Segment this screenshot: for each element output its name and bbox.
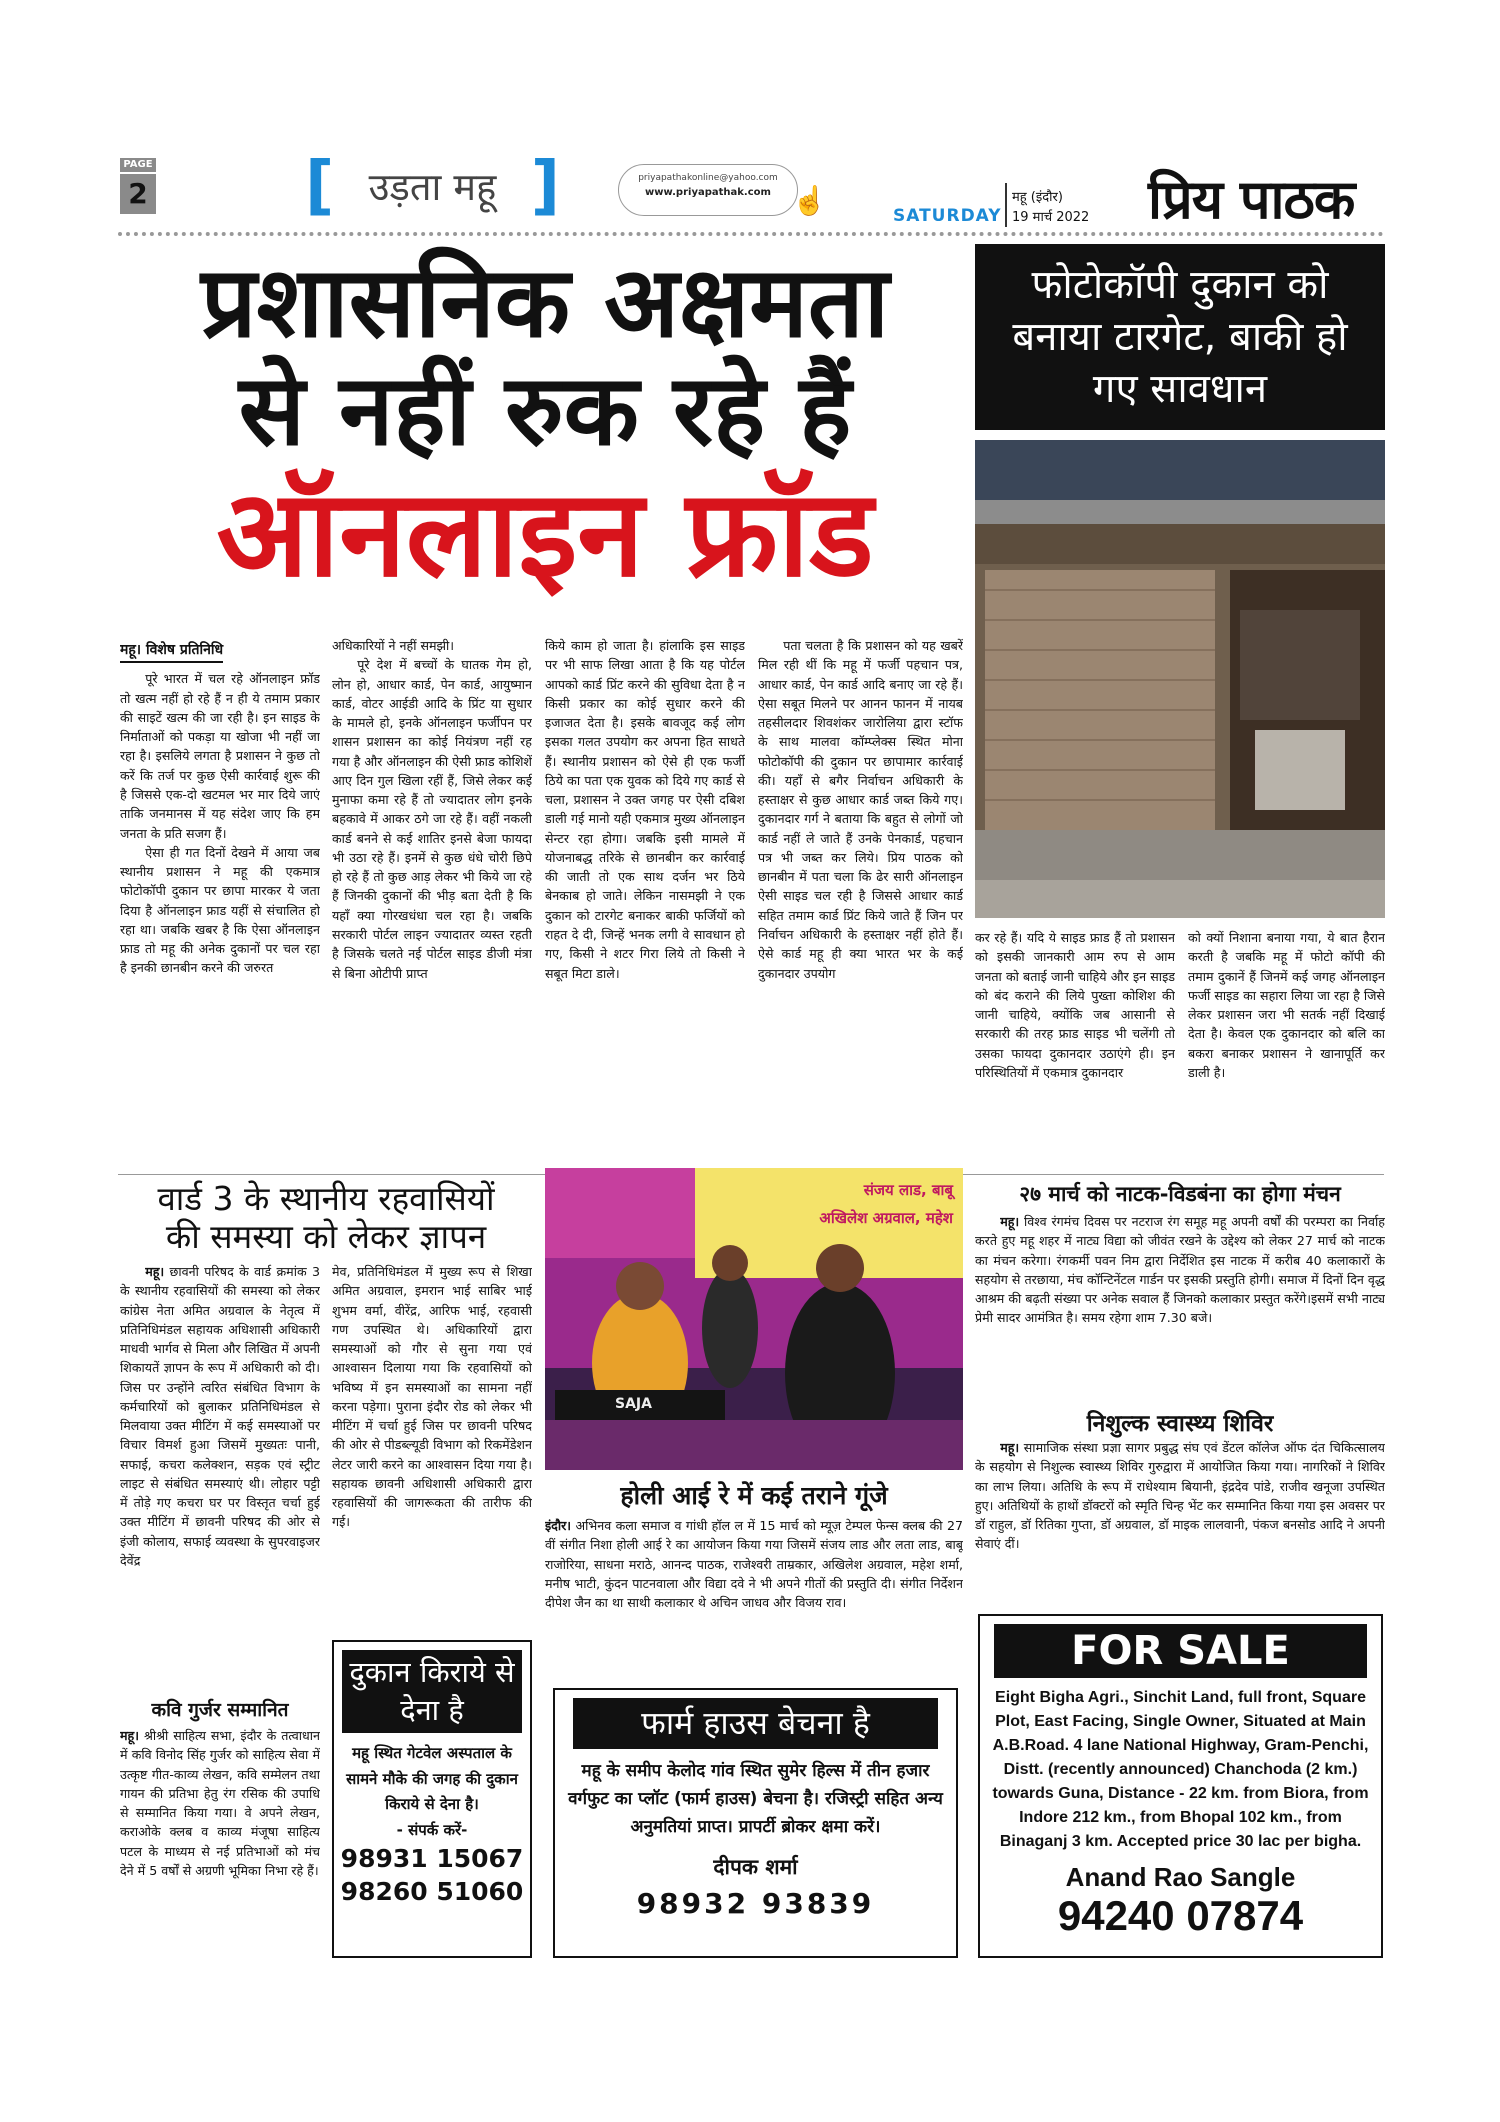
holi-headline: होली आई रे में कई तराने गूंजे <box>620 1481 888 1510</box>
holi-stand-label: SAJA <box>615 1396 652 1412</box>
farm-phone: 98932 93839 <box>636 1887 875 1921</box>
website-link[interactable]: www.priyapathak.com <box>645 187 771 198</box>
farm-house-ad: फार्म हाउस बेचना है महू के समीप केलोद गांव स्थित सुमेर हिल्स में तीन हजार वर्गफुट का प्लॉट (फार्म हाउस) बेचना है। रजिस्ट्री सहित अन्य अनुमतियां प्राप्त। प्रापर्टी ब्रोकर क्षमा करें। दीपक शर्मा 98932 93839 <box>553 1688 958 1958</box>
health-body: महू। सामाजिक संस्था प्रज्ञा सागर प्रबुद्ध संघ एवं डेंटल कॉलेज ऑफ दंत चिकित्सालय के सहयोग से निशुल्क स्वास्थ्य शिविर गुरुद्वारा में आयोजित किया गया। नागरिकों ने शिविर का लाभ लिया। अतिथि के रूप में राधेश्याम बियानी, इंद्रदेव पांडे, राजीव खनूजा उपस्थित हुए। अतिथियों के हाथों डॉक्टरों को स्मृति चिन्ह भेंट कर सम्मानित किया गया इस अवसर पर डॉ राहुल, डॉ रितिका गुप्ता, डॉ अग्रवाल, डॉ माइक लालवानी, पंकज बनसोड आदि ने अपनी सेवाएं दीं। <box>975 1440 1385 1552</box>
poet-body: महू। श्रीश्री साहित्य सभा, इंदौर के तत्वाधान में कवि विनोद सिंह गुर्जर को साहित्य सेवा में उत्कृष्ट गीत-काव्य लेखन, कवि सम्मेलन तथा गायन की प्रतिभा हेतु रंग रसिक की उपाधि से सम्मानित किया गया। वे अपने लेखन, कराओके क्लब व काव्य मंजूषा साहित्य पटल के माध्यम से नई प्रतिभाओं को मंच देने में 5 वर्षों से अग्रणी भूमिका निभा रहे हैं। <box>120 1728 320 1878</box>
main-col-4: पता चलता है कि प्रशासन को यह खबरें मिल रही थीं कि महू में फर्जी पहचान पत्र, आधार कार्ड, पेन कार्ड आदि बनाए जा रहे हैं। ऐसा सबूत मिलने पर आनन फानन में नायब तहसीलदार शिवशंकर जारोलिया द्वारा स्टॉफ के साथ मालवा कॉम्प्लेक्स स्थित मोना फोटोकॉपी की दुकान पर छापामार कार्रवाई की। यहाँ से बगैर निर्वाचन अधिकारी के हस्ताक्षर से कुछ आधार कार्ड जब्त किये गए। दुकानदार गर्ग ने बताया कि बहुत से लोगों जो कार्ड नहीं ले जाते हैं उनके पेनकार्ड, पहचान पत्र भी जब्त कर लिये। प्रिय पाठक को छानबीन में पता चला कि ढेर सारी ऑनलाइन ऐसी साइड चल रही है जिससे आधार कार्ड सहित तमाम कार्ड प्रिंट किये जाते हैं जिन पर निर्वाचन अधिकारी के हस्ताक्षर नहीं होते हैं। ऐसे कार्ड महू ही क्या भारत भर के कई दुकानदार उपयोग <box>758 638 963 981</box>
header-rule <box>118 232 1384 236</box>
drama-body: महू। विश्व रंगमंच दिवस पर नटराज रंग समूह महू अपनी वर्षों की परम्परा का निर्वाह करते हुए महू शहर में नाट्य विद्या को जीवंत रखने के उद्देश्य को लेकर 27 मार्च को नाटक का मंचन करेगा। रंगकर्मी पवन निम द्वारा निर्देशित इस नाटक में करीब 40 कलाकारों के सहयोग से तरछाया, मंच कॉन्टिनेंटल गार्डन पर इसकी प्रस्तुति होगी। समाज में दिनों दिन वृद्ध आश्रम की बढ़ती संख्या पर अनेक सवाल हैं जिनको कलाकार प्रस्तुत करेंगे।इसमें सभी नाट्य प्रेमी सादर आमंत्रित है। समय रहेगा शाम 7.30 बजे। <box>975 1214 1385 1326</box>
main-col-2: अधिकारियों ने नहीं समझी। पूरे देश में बच्चों के घातक गेम हो, लोन हो, आधार कार्ड, पेन कार्ड, आयुष्मान कार्ड, वोटर आईडी आदि के प्रिंट या सुधार के मामले हो, इनके ऑनलाइन फर्जीपन पर शासन प्रशासन का कोई नियंत्रण नहीं रह गया है और ऑनलाइन की ऐसी फ्राड कोशिशें आए दिन गुल खिला रहीं हैं, जिसे लेकर कई मुनाफा कमा रहे हैं तो ज्यादातर लोग इनके बहकावे में आकर ठगे जा रहे हैं। वहीं नकली कार्ड बनने से कई शातिर इनसे बेजा फायदा भी उठा रहे हैं। इनमें से कुछ धंधे चोरी छिपे हो रहे हैं तो कुछ आड़ लेकर भी किये जा रहे हैं जिनकी दुकानों की भीड़ बता देती है कि यहाँ क्या गोरखधंधा चल रहा है। जबकि सरकारी पोर्टल लाइन ज्यादातर व्यस्त रहती है जिसके चलते नई पोर्टल साइड डीजी मंत्रा से बिना ओटीपी प्राप्त <box>332 638 532 981</box>
shop-photo <box>975 440 1385 918</box>
email-text: priyapathakonline@yahoo.com <box>638 173 778 183</box>
main-headline: प्रशासनिक अक्षमता से नहीं रुक रहे हैं ऑनलाइन फ्रॉड <box>200 246 890 604</box>
photo-box-headline: फोटोकॉपी दुकान को बनाया टारगेट, बाकी हो गए सावधान <box>975 244 1385 430</box>
holi-body: इंदौर। अभिनव कला समाज व गांधी हॉल ल में 15 मार्च को म्यूज़ टेम्पल फेन्स क्लब की 27 वीं संगीत निशा होली आई रे का आयोजन किया गया जिसमें संजय लाड और लता लाड, बाबू राजोरिया, साधना मराठे, आनन्द पाठक, राजेश्वरी ताम्रकार, अखिलेश अग्रवाल, महेश शर्मा, मनीष भाटी, कुंदन पाटनवाला और विद्या दवे ने भी अपने गीतों की प्रस्तुति दी। संगीत निर्देशन दीपेश जैन का था साथी कलाकार थे अचिन जाधव और विजय राव। <box>545 1518 963 1611</box>
shop-phone-1: 98931 15067 <box>340 1843 524 1873</box>
hand-pointer-icon: ☝ <box>792 184 827 217</box>
health-headline: निशुल्क स्वास्थ्य शिविर <box>1086 1411 1274 1437</box>
masthead-logo: प्रिय पाठक <box>1148 167 1355 231</box>
day-label: SATURDAY <box>893 206 1002 226</box>
main-col-6: को क्यों निशाना बनाया गया, ये बात हैरान करती है जबकि महू में फोटो कॉपी की तमाम दुकानें हैं जिनमें कई जगह ऑनलाइन फर्जी साइड का सहारा लिया जा रहा है जिसे लेकर प्रशासन जरा भी सतर्क नहीं दिखाई देता है। केवल एक दुकानदार को बलि का बकरा बनाकर प्रशासन ने खानापूर्ति कर डाली है। <box>1188 930 1385 1080</box>
contact-badge <box>618 164 798 216</box>
shop-phone-2: 98260 51060 <box>340 1876 524 1906</box>
holi-photo <box>545 1168 963 1470</box>
main-col-3: किये काम हो जाता है। हांलाकि इस साइड पर भी साफ लिखा आता है कि यह पोर्टल आपको कार्ड प्रिंट करने की सुविधा देता है न किसी प्रकार का कोई सुधार करने की इजाजत देता है। इसके बावजूद कई लोग इसका गलत उपयोग कर अपना हित साधते हैं। स्थानीय प्रशासन को ऐसे ही एक फर्जी ठिये का पता एक युवक को दिये गए कार्ड से चला, प्रशासन ने उक्त जगह पर ऐसी दबिश डाली गई मानो यही एकमात्र मुख्य ऑनलाइन सेन्टर रहा होगा। जबकि इसी मामले में योजनाबद्ध तरिके से छानबीन कर कार्रवाई की जाती तो एक साथ दर्जन भर ठिये बेनकाब हो जाते। लेकिन नासमझी ने एक दुकान को टारगेट बनाकर बाकी फर्जियों को राहत दे दी, जिन्हें भनक लगी वे सावधान हो गए, किसी ने शटर गिरा लिये तो किसी ने सबूत मिटा डाले। <box>545 638 745 981</box>
ward-col-1: महू। छावनी परिषद के वार्ड क्रमांक 3 के स्थानीय रहवासियों की समस्या को लेकर कांग्रेस नेता अमित अग्रवाल के नेतृत्व में प्रतिनिधिमंडल सहायक अधिशासी अधिकारी माधवी भार्गव से मिला और लिखित में अपनी शिकायतें ज्ञापन के रूप में अधिकारी को दी। जिस पर उन्होंने त्वरित संबंधित विभाग के कर्मचारियों को बुलाकर प्रतिनिधिमंडल से मिलवाया उक्त मीटिंग में कई समस्याओं पर विचार विमर्श हुआ जिसमें मुख्यतः पानी, सफाई, कचरा कलेक्शन, सड़क एवं स्ट्रीट लाइट से संबंधित समस्याएं थी। लोहार पट्टी में तोड़े गए कचरा घर पर विस्तृत चर्चा हुई उक्त मीटिंग में छावनी परिषद की ओर से इंजी कोलाय, सफाई व्यवस्था के सुपरवाइजर देवेंद्र <box>120 1264 320 1568</box>
ward-headline: वार्ड 3 के स्थानीय रहवासियों की समस्या को लेकर ज्ञापन <box>157 1179 495 1256</box>
shop-rent-ad: दुकान किराये से देना है महू स्थित गेटवेल अस्पताल के सामने मौके की जगह की दुकान किराये से देना है। - संपर्क करें- 98931 15067 98260 51060 <box>332 1640 532 1958</box>
holi-banner-line-1: संजय लाड, बाबू <box>863 1181 953 1199</box>
for-sale-ad: FOR SALE Eight Bigha Agri., Sinchit Land, full front, Square Plot, East Facing, Single Owner, Situated at Main A.B.Road. 4 lane National Highway, Gram-Penchi, Distt. (recently announced) Chanchoda (2 km.) towards Guna, Distance - 22 km. from Biora, from Indore 212 km., from Bhopal 102 km., from Binaganj 3 km. Accepted price 30 lac per bigha. Anand Rao Sangle 94240 07874 <box>978 1614 1383 1958</box>
edition-date: 19 मार्च 2022 <box>1012 210 1090 225</box>
page-label: PAGE 2 <box>120 158 156 212</box>
main-col-1: महू। विशेष प्रतिनिधि पूरे भारत में चल रहे ऑनलाइन फ्रॉड तो खत्म नहीं हो रहे हैं न ही ये तमाम प्रकार की साइटें खत्म की जा रही है। इन साइड के निर्माताओं को पकड़ा या खोजा भी नहीं जा रहा है। इसलिये लगता है प्रशासन ने कुछ तो करें कि तर्ज पर कुछ ऐसी कार्रवाई शुरू की है जिससे एक-दो खटमल भर मार दिये जाएं ताकि जनमानस में यह संदेश जाए कि हम जनता के प्रति सजग हैं। ऐसा ही गत दिनों देखने में आया जब स्थानीय प्रशासन ने महू की एकमात्र फोटोकॉपी दुकान पर छापा मारकर ये जता दिया है ऑनलाइन फ्राड यहीं से संचालित हो रहा था। जबकि खबर है कि ऐसा ऑनलाइन फ्राड तो महू की अनेक दुकानों पर चल रहा है इनकी छानबीन करने की जरुरत <box>120 642 320 976</box>
holi-banner-line-2: अखिलेश अग्रवाल, महेश <box>819 1209 953 1227</box>
ward-col-2: मेव, प्रतिनिधिमंडल में मुख्य रूप से शिखा अमित अग्रवाल, इमरान भाई साबिर भाई शुभम वर्मा, वीरेंद्र, आरिफ भाई, रहवासी गण उपस्थित थे। अधिकारियों द्वारा समस्याओं को गौर से सुना गया एवं आश्वासन दिलाया गया कि रहवासियों को भविष्य में इन समस्याओं का सामना नहीं करना पड़ेगा। पुराना इंदौर रोड को लेकर भी मीटिंग में चर्चा हुई जिस पर छावनी परिषद की ओर से पीडब्ल्यूडी विभाग को रिकमेंडेशन लेटर जारी करने का आश्वासन दिया गया है। सहायक छावनी अधिशासी अधिकारी द्वारा रहवासियों की जागरूकता की तारीफ की गई। <box>332 1264 532 1530</box>
drama-headline: २७ मार्च को नाटक-विडबंना का होगा मंचन <box>1019 1182 1341 1206</box>
sale-phone: 94240 07874 <box>1057 1892 1304 1939</box>
main-col-5: कर रहे हैं। यदि ये साइड फ्राड हैं तो प्रशासन को इसकी जानकारी आम रुप से आम जनता को बताई जानी चाहिये और इन साइड को बंद कराने की लिये पुख्ता कोशिश की जानी चाहिये, क्योंकि जब आसानी से सरकारी की तरह फ्राड साइड भी चलेंगी तो उसका फायदा दुकानदार उठाएंगे ही। इन परिस्थितियों में एकमात्र दुकानदार <box>975 930 1175 1080</box>
column-title: [ उड़ता महू ] <box>305 149 560 223</box>
poet-headline: कवि गुर्जर सम्मानित <box>151 1699 289 1721</box>
edition-place: महू (इंदौर) <box>1012 190 1063 205</box>
